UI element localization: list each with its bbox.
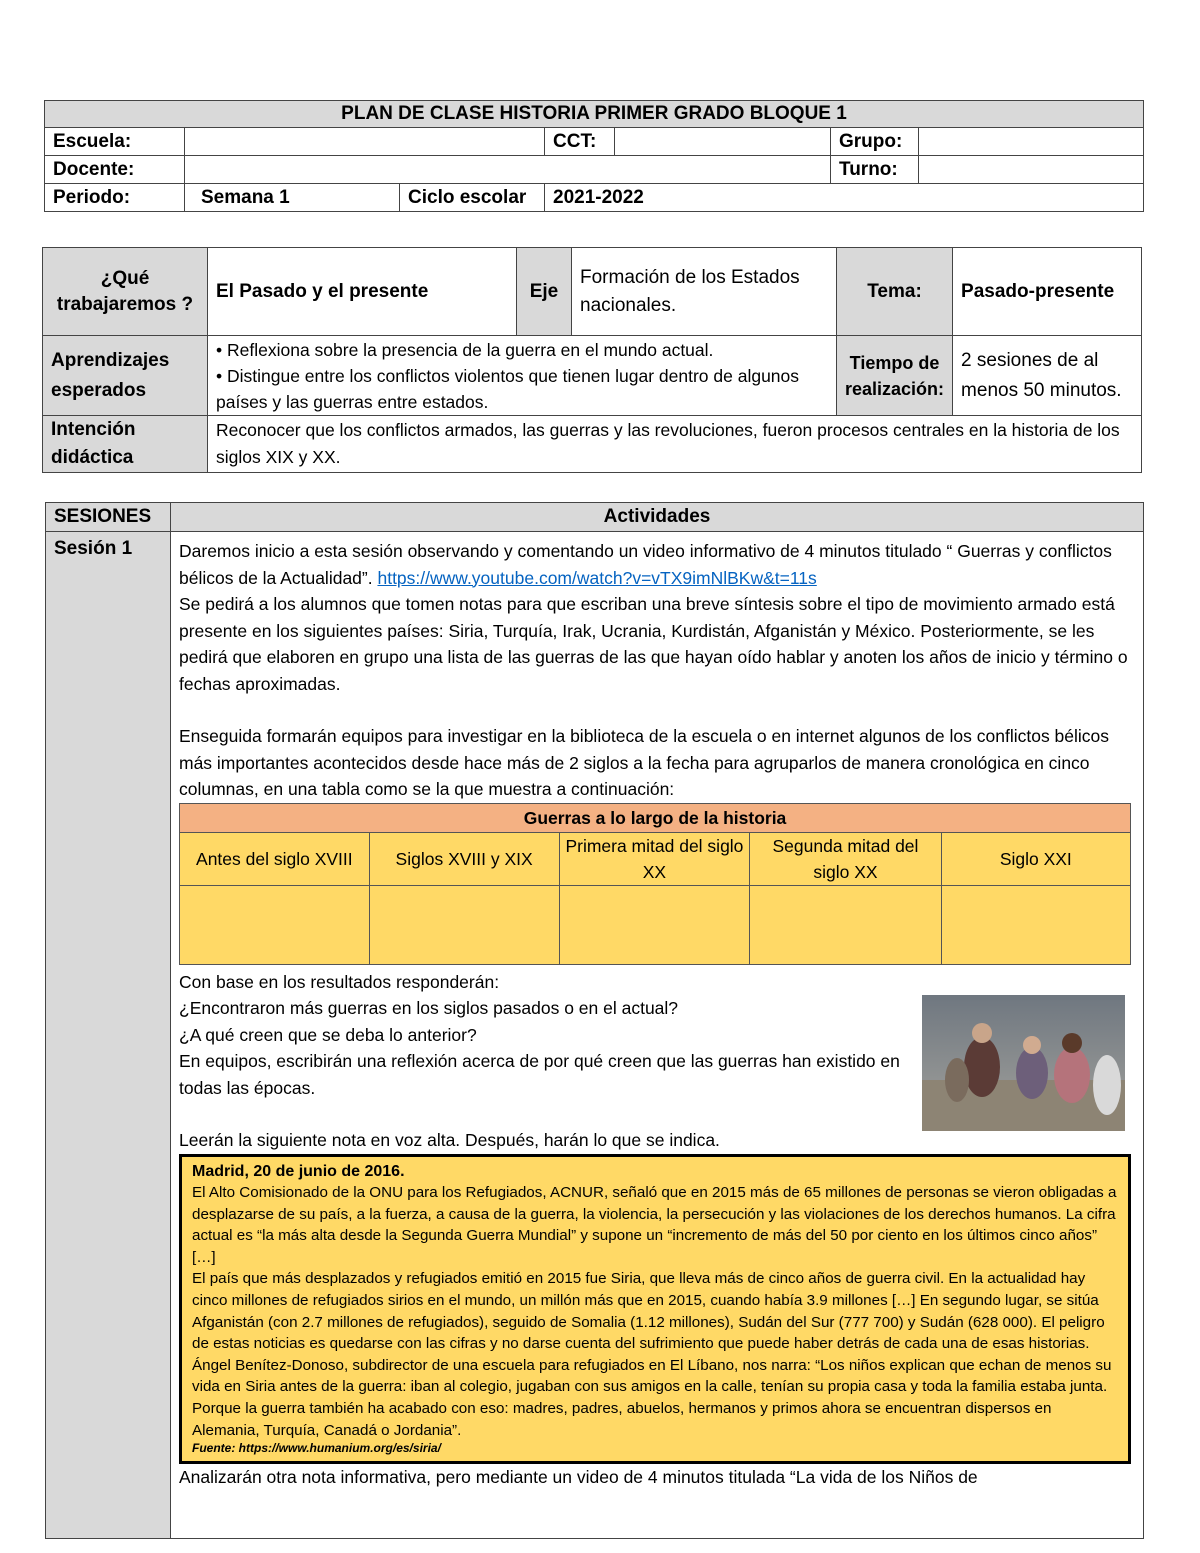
que-label: ¿Qué trabajaremos ? [43,248,208,336]
actividades-header: Actividades [171,503,1144,532]
cct-field[interactable] [615,128,831,156]
wars-cell[interactable] [559,885,750,964]
wars-cell[interactable] [369,885,559,964]
tema-label: Tema: [837,248,953,336]
wars-column-header: Siglos XVIII y XIX [369,832,559,885]
tema-value: Pasado-presente [953,248,1142,336]
wars-table-title: Guerras a lo largo de la historia [180,803,1131,832]
eje-value: Formación de los Estados nacionales. [572,248,837,336]
wars-column-header: Antes del siglo XVIII [180,832,370,885]
note-source: Fuente: https://www.humanium.org/es/siria/ [192,1441,441,1456]
periodo-value: Semana 1 [185,184,400,211]
questions-intro: Con base en los resultados responderán: [179,971,500,992]
activity-paragraph: Se pedirá a los alumnos que tomen notas para que escriban una breve síntesis sobre el tipo de movimiento armado está presente en los siguientes países: Siria, Turquía, Irak, Ucrania, Kurdistán, Afganistán y México. Posteriormente, se les pedirá que elaboren en grupo una lista de las guerras de las que hayan oído hablar y anoten los años de inicio y término o fechas aproximadas. [179,594,1128,694]
header-table [44,100,1144,212]
aprendizajes-label: Aprendizajes esperados [43,336,208,416]
ciclo-label: Ciclo escolar [408,186,527,208]
news-note [179,1154,1131,1465]
note-paragraph: El país que más desplazados y refugiados emitió en 2015 fue Siria, que lleva más de cinco años de guerra civil. En la actualidad hay cinco millones de refugiados sirios en el mundo, un millón más que en 2015, cuando había 3.9 millones […] En segundo lugar, se sitúa Afganistán (con 2.7 millones de refugiados), seguido de Somalia (1.12 millones), Sudán del Sur (777 700) y Sudán (628 000). El peligro de estas noticias es quedarse con las cifras y no darse cuenta del sufrimiento que puede haber detrás de cada una de esas historias. Ángel Benítez-Donoso, subdirector de una escuela para refugiados en El Líbano, nos narra: “Los niños explican que echan de menos su vida en Siria antes de la guerra: iban al colegio, jugaban con sus amigos en la calle, tenían su propia casa y toda la familia estaba junta. Porque la guerra también ha acabado con eso: madres, padres, abuelos, hermanos y primos ahora se encuentran dispersos en Alemania, Turquía, Canadá o Jordania”. [192,1270,1112,1439]
read-instruction: Leerán la siguiente nota en voz alta. Después, harán lo que se indica. [179,1130,720,1150]
plan-table [42,247,1142,473]
wars-cell[interactable] [941,885,1130,964]
sesiones-header: SESIONES [46,503,171,532]
docente-label: Docente: [45,156,185,184]
refugee-children-photo [922,995,1125,1131]
wars-column-header: Segunda mitad del siglo XX [750,832,941,885]
tiempo-value: 2 sesiones de al menos 50 minutos. [953,336,1142,416]
question: ¿Encontraron más guerras en los siglos pasados o en el actual? [179,998,679,1018]
p1-text: Daremos inicio a esta sesión observando y comentando un video informativo de 4 minutos titulado “ Guerras y conflictos bélicos de la Actualidad”. [179,541,1112,588]
escuela-label: Escuela: [45,128,185,156]
question: ¿A qué creen que se deba lo anterior? [179,1024,477,1045]
turno-field[interactable] [919,156,1144,184]
aprendizaje-item: • Reflexiona sobre la presencia de la guerra en el mundo actual. [216,339,714,360]
intencion-label: Intención didáctica [43,416,208,473]
turno-label: Turno: [831,156,919,184]
activity-paragraph: Enseguida formarán equipos para investigar en la biblioteca de la escuela o en internet algunos de los conflictos bélicos más importantes acontecidos desde hace más de 2 siglos a la fecha para agruparlos de manera cronológica en cinco columnas, en una tabla como se la que muestra a continuación: [179,726,1110,799]
aprendizaje-item: • Distingue entre los conflictos violentos que tienen lugar dentro de algunos países y las guerras entre estados. [216,365,800,412]
note-paragraph: El Alto Comisionado de la ONU para los Refugiados, ACNUR, señaló que en 2015 más de 65 millones de personas se vieron obligadas a desplazarse de su país, a la fuerza, a causa de la guerra, la violencia, la persecución y las violaciones de los derechos humanos. La cifra actual es “la más alta desde la Segunda Guerra Mundial” y supone un “incremento de más del 50 por ciento en los últimos cinco años” […] [192,1184,1117,1266]
page-title: PLAN DE CLASE HISTORIA PRIMER GRADO BLOQUE 1 [45,101,1144,128]
wars-column-header: Primera mitad del siglo XX [559,832,750,885]
cct-label: CCT: [545,128,615,156]
activities-cell [171,532,1144,1539]
wars-cell[interactable] [750,885,941,964]
grupo-field[interactable] [919,128,1144,156]
wars-column-header: Siglo XXI [941,832,1130,885]
intencion-value: Reconocer que los conflictos armados, las guerras y las revoluciones, fueron procesos centrales en la historia de los siglos XIX y XX. [208,416,1142,473]
question: En equipos, escribirán una reflexión acerca de por qué creen que las guerras han existido en todas las épocas. [179,1051,900,1098]
wars-cell[interactable] [180,885,370,964]
video-link[interactable]: https://www.youtube.com/watch?v=vTX9imNlBKw&t=11s [377,567,817,588]
eje-label: Eje [517,248,572,336]
session-label: Sesión 1 [46,532,171,1539]
aprendizajes-value [208,336,837,416]
note-title: Madrid, 20 de junio de 2016. [192,1162,405,1180]
last-line: Analizarán otra nota informativa, pero mediante un video de 4 minutos titulada “La vida de los Niños de [179,1467,978,1488]
escuela-field[interactable] [185,128,545,156]
grupo-label: Grupo: [831,128,919,156]
wars-table [179,803,1131,965]
docente-field[interactable] [185,156,831,184]
ciclo-value: 2021-2022 [545,184,1144,212]
activity-paragraph [179,538,1135,591]
que-value: El Pasado y el presente [208,248,517,336]
tiempo-label: Tiempo de realización: [837,336,953,416]
sessions-table [45,502,1144,1539]
periodo-label: Periodo: [45,184,185,212]
